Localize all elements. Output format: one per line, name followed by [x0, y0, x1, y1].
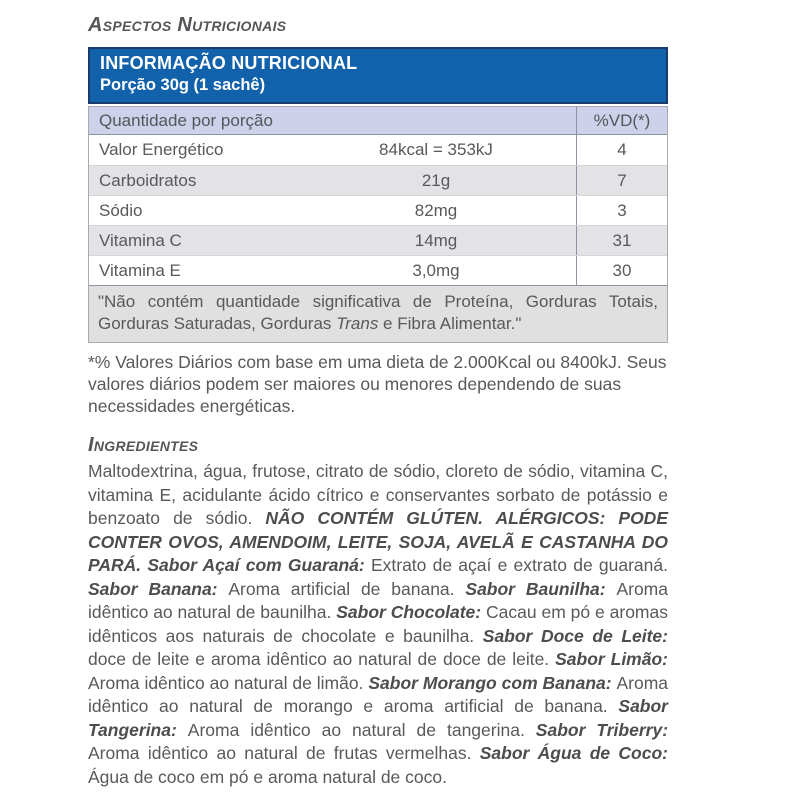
serving-size: Porção 30g (1 sachê)	[100, 76, 266, 94]
nutrient-label: Sódio	[99, 200, 143, 220]
nutrient-row	[89, 135, 667, 165]
table-title: INFORMAÇÃO NUTRICIONAL	[100, 53, 358, 73]
text-segment: Sabor Banana:	[88, 578, 229, 599]
nutrient-row	[89, 225, 667, 255]
table-title-bar	[88, 47, 668, 104]
text-segment: Cacau em pó e aromas idênticos aos naturais de chocolate e baunilha.	[88, 602, 668, 646]
text-segment: Sabor Água de Coco:	[479, 743, 668, 763]
nutrient-dv: 31	[576, 226, 667, 255]
text-segment: Aroma idêntico ao natural de frutas vermelhas.	[88, 743, 480, 763]
text-segment: Sabor Chocolate:	[336, 602, 487, 622]
nutrition-panel	[88, 14, 668, 789]
nutrient-rows	[89, 135, 667, 285]
text-segment: Aroma artificial de banana.	[228, 578, 466, 599]
daily-values-note: *% Valores Diários com base em uma dieta de 2.000Kcal ou 8400kJ. Seus valores diários podem ser maiores ou menores dependendo de suas necessidades energéticas.	[88, 352, 667, 416]
column-header-quantity: Quantidade por porção	[99, 110, 273, 130]
nutrient-amount: 82mg	[414, 200, 458, 220]
nutrient-row	[89, 195, 667, 225]
text-segment: Maltodextrina, água, frutose, citrato de sódio, cloreto de sódio, vitamina C, vitamina E, acidulante ácido cítrico e conservantes sorbato de potássio e benzoato de sódio.	[88, 461, 668, 528]
text-segment: Sabor Morango com Banana:	[368, 672, 617, 693]
text-segment: doce de leite e aroma idêntico ao natural de doce de leite.	[88, 649, 556, 669]
section-title: Aspectos Nutricionais	[88, 14, 287, 36]
text-segment: Sabor Tangerina:	[88, 696, 668, 740]
nutrient-dv: 7	[576, 166, 667, 195]
nutrient-label: Vitamina C	[99, 230, 182, 250]
nutrient-amount: 3,0mg	[412, 260, 460, 280]
column-header-dv: %VD(*)	[576, 107, 667, 134]
nutrient-label: Vitamina E	[99, 260, 181, 280]
nutrient-row	[89, 255, 667, 285]
nutrient-amount: 14mg	[414, 230, 458, 250]
nutrient-dv: 3	[576, 196, 667, 225]
nutrient-amount: 21g	[421, 170, 451, 190]
text-segment: Sabor Açaí com Guaraná:	[147, 555, 371, 575]
table-body	[88, 106, 668, 343]
text-segment: Aroma idêntico ao natural de tangerina.	[187, 719, 536, 740]
ingredients-text	[88, 460, 668, 789]
nutrient-row	[89, 165, 667, 195]
text-segment: NÃO CONTÉM GLÚTEN. ALÉRGICOS: PODE CONTER OVOS, AMENDOIM, LEITE, SOJA, AVELÃ E CASTANHA DO PARÁ.	[88, 508, 668, 575]
nutrient-label: Valor Energético	[99, 140, 224, 159]
text-segment: Extrato de açaí e extrato de guaraná.	[370, 555, 668, 575]
nutrient-dv: 30	[576, 256, 667, 285]
text-segment: Trans	[336, 314, 379, 333]
nutrient-dv: 4	[576, 135, 667, 165]
text-segment: Aroma idêntico ao natural de baunilha.	[88, 578, 668, 622]
text-segment: Água de coco em pó e aroma natural de coco.	[88, 766, 447, 787]
text-segment: e Fibra Alimentar."	[378, 314, 522, 333]
text-segment: Aroma idêntico ao natural de limão.	[88, 672, 369, 693]
table-header-row	[89, 107, 667, 135]
table-footnote	[89, 285, 667, 342]
text-segment: Sabor Triberry:	[535, 719, 669, 740]
text-segment: Sabor Doce de Leite:	[482, 625, 668, 646]
nutrition-table	[88, 47, 668, 343]
ingredients-title: Ingredientes	[88, 434, 199, 456]
text-segment: "Não contém quantidade significativa de Proteína, Gorduras Totais, Gorduras Saturadas, Gorduras	[98, 292, 658, 333]
text-segment: Sabor Baunilha:	[465, 578, 617, 599]
text-segment: Aroma idêntico ao natural de morango e aroma artificial de banana.	[88, 672, 669, 716]
nutrient-label: Carboidratos	[99, 170, 197, 190]
text-segment: Sabor Limão:	[555, 649, 668, 669]
nutrient-amount: 84kcal = 353kJ	[379, 140, 493, 159]
